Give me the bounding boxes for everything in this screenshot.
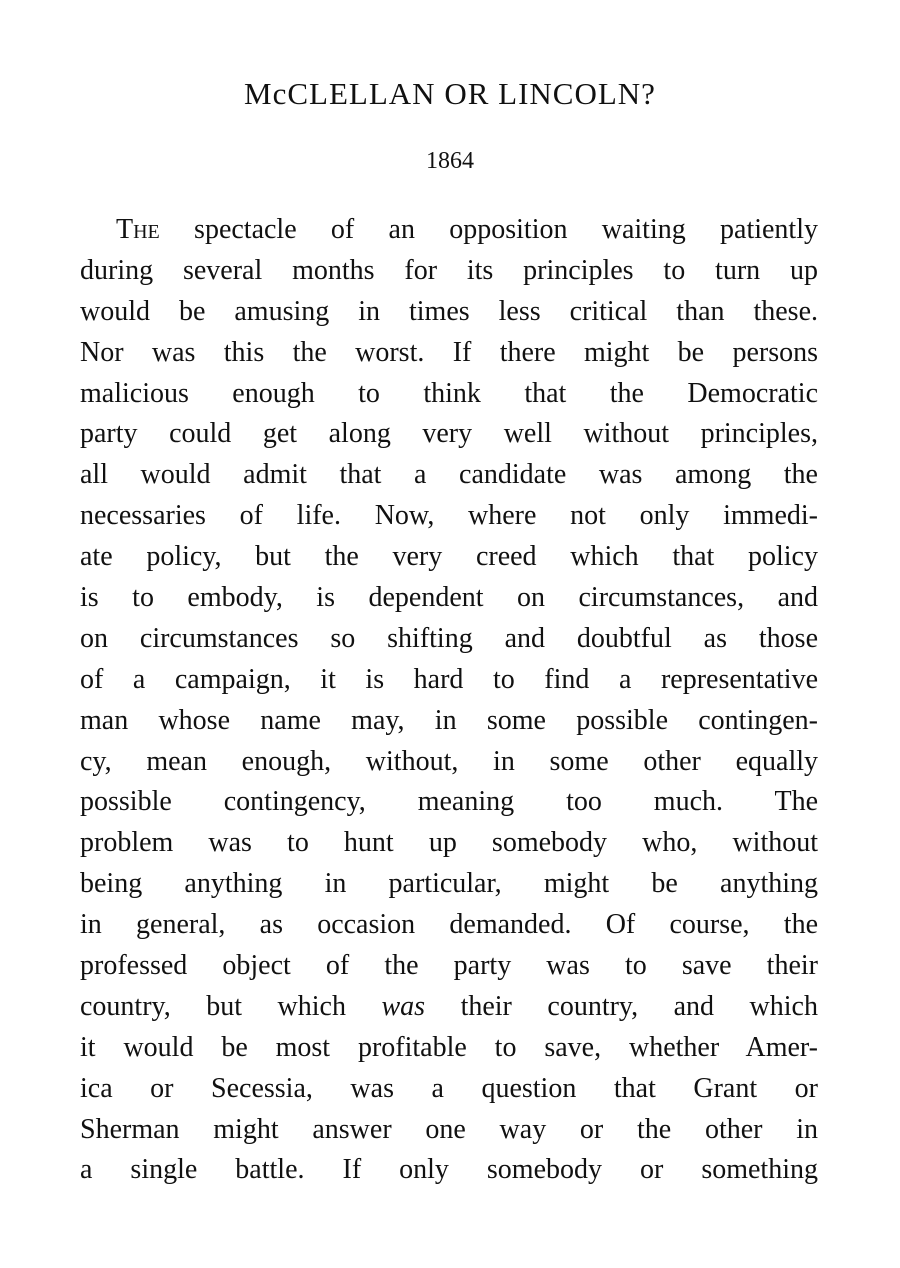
text-line: problem was to hunt up somebody who, without	[80, 827, 818, 859]
text-line: all would admit that a candidate was among the	[80, 459, 818, 491]
text-line-content: their country, and which	[425, 990, 818, 1022]
italic-word: was	[381, 990, 426, 1022]
text-line: in general, as occasion demanded. Of course, the	[80, 909, 818, 941]
text-line: of a campaign, it is hard to find a representative	[80, 663, 818, 695]
text-line: possible contingency, meaning too much. The	[80, 786, 818, 818]
drop-lead-word: The	[116, 214, 160, 245]
text-line: Sherman might answer one way or the other in	[80, 1113, 818, 1145]
text-line: a single battle. If only somebody or something	[80, 1154, 818, 1186]
text-line: Nor was this the worst. If there might be persons	[80, 336, 818, 368]
text-line: during several months for its principles to turn up	[80, 254, 818, 286]
body-paragraph	[80, 210, 818, 1191]
text-line: being anything in particular, might be anything	[80, 868, 818, 900]
text-line: professed object of the party was to save their	[80, 950, 818, 982]
page-year: 1864	[426, 148, 474, 174]
page-title: McCLELLAN OR LINCOLN?	[244, 76, 656, 111]
text-line: ica or Secessia, was a question that Grant or	[80, 1072, 818, 1104]
text-line: necessaries of life. Now, where not only immedi-	[80, 500, 818, 532]
text-line	[80, 987, 818, 1028]
text-line: man whose name may, in some possible contingen-	[80, 704, 818, 736]
text-line: it would be most profitable to save, whether Amer-	[80, 1031, 818, 1063]
text-line: is to embody, is dependent on circumstances, and	[80, 582, 818, 614]
text-line-content: country, but which	[80, 990, 382, 1022]
text-line: ate policy, but the very creed which that policy	[80, 541, 818, 573]
text-line: would be amusing in times less critical than these.	[80, 295, 818, 327]
text-line-content: spectacle of an opposition waiting patiently	[159, 214, 818, 245]
text-line: malicious enough to think that the Democratic	[80, 377, 818, 409]
text-line: cy, mean enough, without, in some other equally	[80, 745, 818, 777]
text-line: party could get along very well without principles,	[80, 418, 818, 450]
text-line: on circumstances so shifting and doubtful as those	[80, 622, 818, 654]
text-line	[80, 210, 818, 251]
